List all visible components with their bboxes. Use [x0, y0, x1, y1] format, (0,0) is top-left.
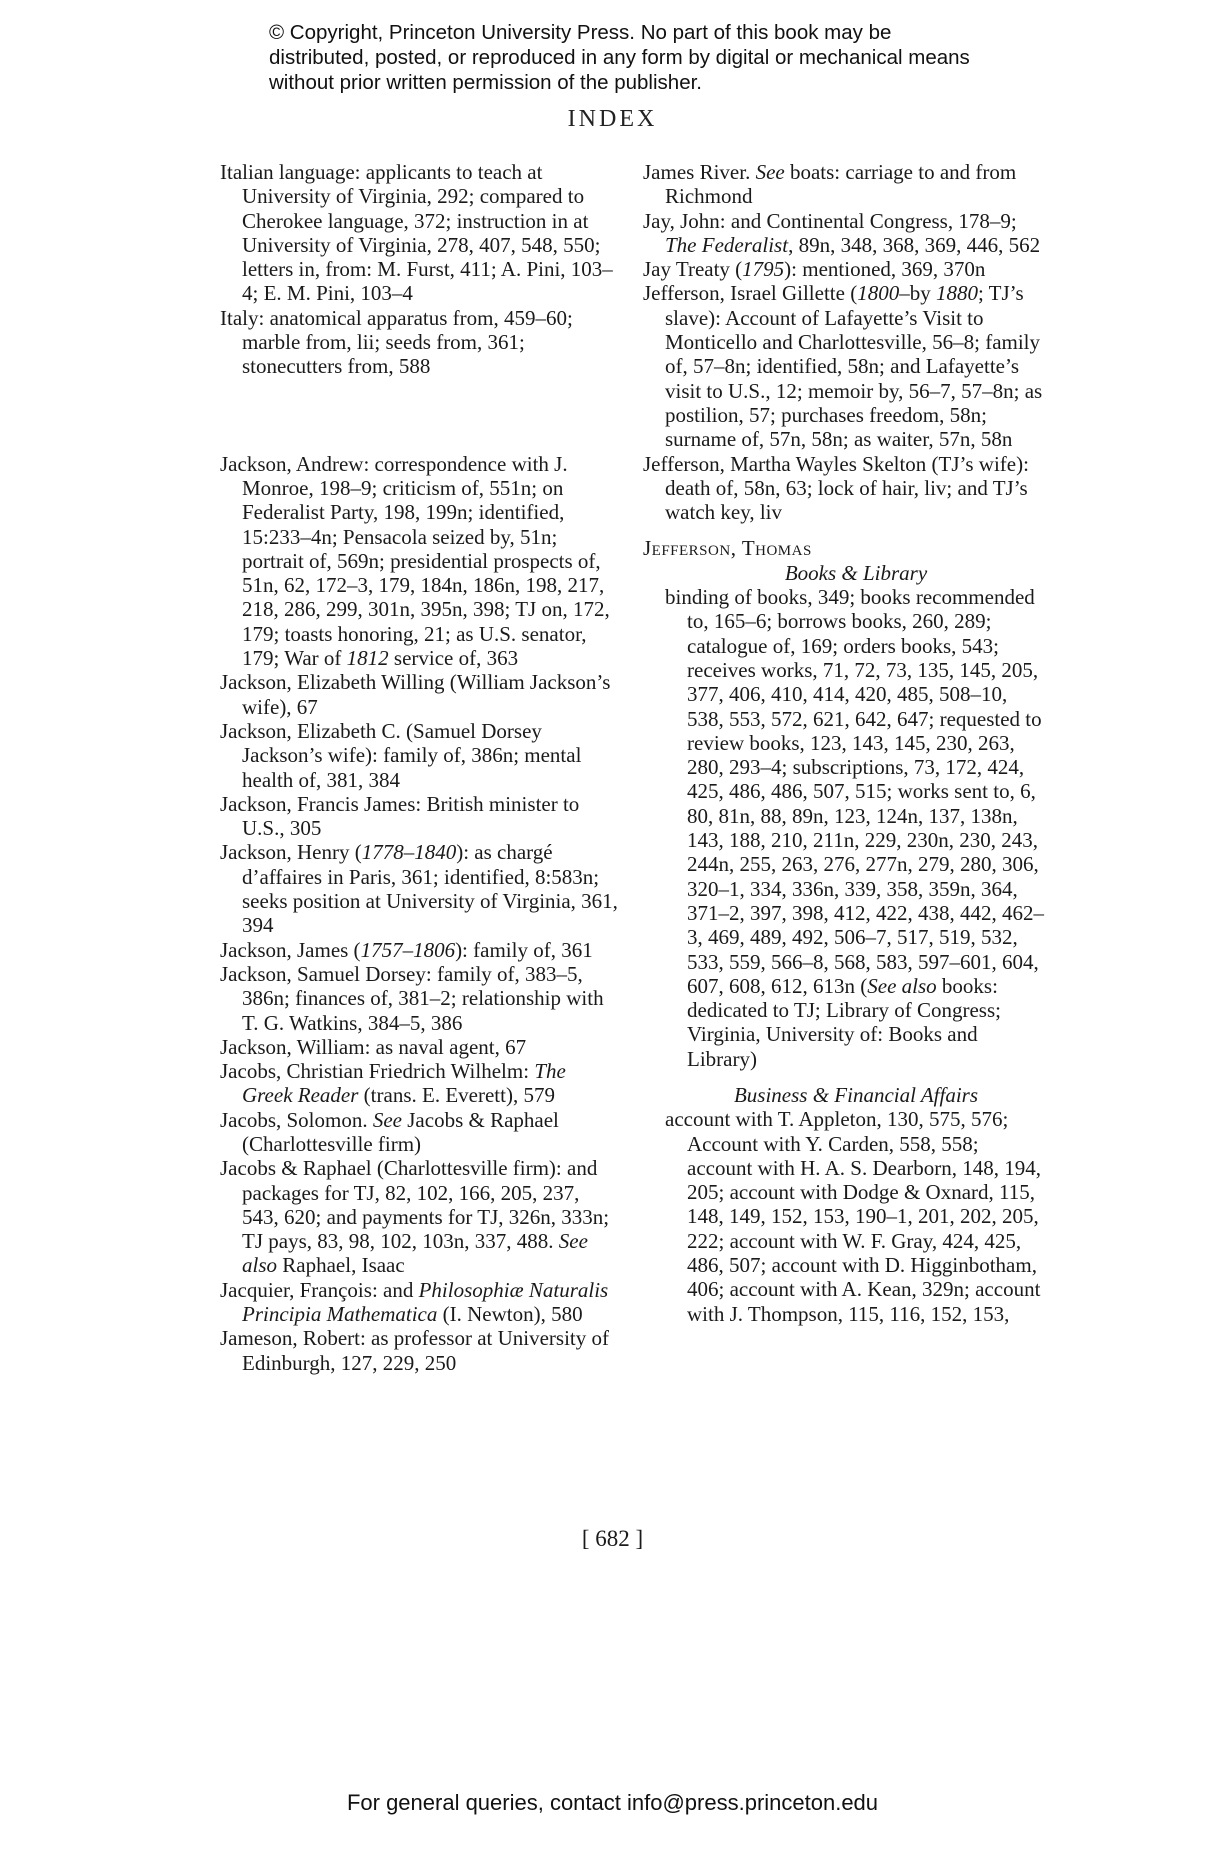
index-entry-jay-treaty: Jay Treaty (1795): mentioned, 369, 370n: [643, 257, 986, 282]
index-entry-james-river: James River. See boats: carriage to and from Richmond: [643, 160, 1017, 209]
page-title: INDEX: [567, 106, 658, 132]
index-entry-jefferson-israel: Jefferson, Israel Gillette (1800–by 1880; TJ’s slave): Account of Lafayette’s Visit to Monticello and Charlottesville, 56–8; family of, 57–8n; identified, 58n; and Lafayette’s visit to U.S., 12; memoir by, 56–7, 57–8n; as postilion, 57; purchases freedom, 58n; surname of, 57n, 58n; as waiter, 57n, 58n: [643, 281, 1043, 452]
page-number: [ 682 ]: [581, 1526, 644, 1551]
subheading-business-financial: Business & Financial Affairs: [733, 1082, 979, 1107]
index-column-left: [220, 160, 620, 1375]
index-entry-italy: Italy: anatomical apparatus from, 459–60; marble from, lii; seeds from, 361; stonecutters from, 588: [220, 305, 573, 379]
index-entry-jacobs-raphael: Jacobs & Raphael (Charlottesville firm): and packages for TJ, 82, 102, 166, 205, 237, 543, 620; and payments for TJ, 326n, 333n; TJ pays, 83, 98, 102, 103n, 337, 488. See also Raphael, Isaac: [220, 1156, 610, 1278]
copyright-notice: © Copyright, Princeton University Press. No part of this book may be distributed, posted, or reproduced in any form by digital or mechanical means without prior written permission of the publisher.: [269, 21, 970, 94]
index-entry-jackson-elizabeth-c: Jackson, Elizabeth C. (Samuel Dorsey Jackson’s wife): family of, 386n; mental health of, 381, 384: [220, 718, 582, 792]
index-entry-jay-john: Jay, John: and Continental Congress, 178–9; The Federalist, 89n, 348, 368, 369, 446, 562: [643, 208, 1041, 257]
index-entry-jacquier: Jacquier, François: and Philosophiæ Naturalis Principia Mathematica (I. Newton), 580: [220, 1277, 609, 1327]
index-column-right: [643, 160, 1047, 1326]
index-entry-books-library: binding of books, 349; books recommended to, 165–6; borrows books, 260, 289; catalogue of, 169; orders books, 543; receives works, 71, 72, 73, 135, 145, 205, 377, 406, 410, 414, 420, 485, 508–10, 538, 553, 572, 621, 642, 647; requested to review books, 123, 143, 145, 230, 263, 280, 293–4; subscriptions, 73, 172, 424, 425, 486, 486, 507, 515; works sent to, 6, 80, 81n, 88, 89n, 123, 124n, 137, 138n, 143, 188, 210, 211n, 229, 230n, 230, 243, 244n, 255, 263, 276, 277n, 279, 280, 306, 320–1, 334, 336n, 339, 358, 359n, 364, 371–2, 397, 398, 412, 422, 438, 442, 462–3, 469, 489, 492, 506–7, 517, 519, 532, 533, 559, 566–8, 568, 583, 597–601, 604, 607, 608, 612, 613n (See also books: dedicated to TJ; Library of Congress; Virginia, University of: Books and Library): [665, 585, 1044, 1071]
index-entry-jameson-robert: Jameson, Robert: as professor at University of Edinburgh, 127, 229, 250: [220, 1326, 610, 1375]
index-heading-jefferson-thomas: Jefferson, Thomas: [643, 536, 812, 561]
index-entry-jacobs-christian: Jacobs, Christian Friedrich Wilhelm: The Greek Reader (trans. E. Everett), 579: [220, 1059, 566, 1108]
index-entry-jackson-andrew: Jackson, Andrew: correspondence with J. Monroe, 198–9; criticism of, 551n; on Federalist Party, 198, 199n; identified, 15:233–4n; Pensacola seized by, 51n; portrait of, 569n; presidential prospects of, 51n, 62, 172–3, 179, 184n, 186n, 198, 217, 218, 286, 299, 301n, 395n, 398; TJ on, 172, 179; toasts honoring, 21; as U.S. senator, 179; War of 1812 service of, 363: [220, 451, 610, 671]
index-entry-jacobs-solomon: Jacobs, Solomon. See Jacobs & Raphael (Charlottesville firm): [220, 1107, 559, 1156]
index-entry-jackson-william: Jackson, William: as naval agent, 67: [220, 1034, 527, 1059]
index-entry-italian-language: Italian language: applicants to teach at University of Virginia, 292; compared to Cherokee language, 372; instruction in at University of Virginia, 278, 407, 548, 550; letters in, from: M. Furst, 411; A. Pini, 103–4; E. M. Pini, 103–4: [220, 160, 613, 306]
index-entry-jefferson-martha: Jefferson, Martha Wayles Skelton (TJ’s wife): death of, 58n, 63; lock of hair, liv; and TJ’s watch key, liv: [643, 451, 1029, 525]
index-entry-jackson-samuel-dorsey: Jackson, Samuel Dorsey: family of, 383–5, 386n; finances of, 381–2; relationship with T. G. Watkins, 384–5, 386: [220, 961, 604, 1035]
index-entry-jackson-francis-james: Jackson, Francis James: British minister to U.S., 305: [220, 791, 580, 841]
index-entry-jackson-elizabeth-willing: Jackson, Elizabeth Willing (William Jackson’s wife), 67: [220, 670, 611, 719]
footer-contact: For general queries, contact info@press.princeton.edu: [346, 1790, 879, 1815]
index-entry-business-financial: account with T. Appleton, 130, 575, 576; Account with Y. Carden, 558, 558; account with H. A. S. Dearborn, 148, 194, 205; account with Dodge & Oxnard, 115, 148, 149, 152, 153, 190–1, 201, 202, 205, 222; account with W. F. Gray, 424, 425, 486, 507; account with D. Higginbotham, 406; account with A. Kean, 329n; account with J. Thompson, 115, 116, 152, 153,: [665, 1107, 1042, 1326]
index-entry-jackson-james: Jackson, James (1757–1806): family of, 361: [220, 937, 593, 962]
subheading-books-library: Books & Library: [784, 560, 928, 585]
index-entry-jackson-henry: Jackson, Henry (1778–1840): as chargé d’affaires in Paris, 361; identified, 8:583n; seeks position at University of Virginia, 361, 394: [220, 840, 618, 938]
